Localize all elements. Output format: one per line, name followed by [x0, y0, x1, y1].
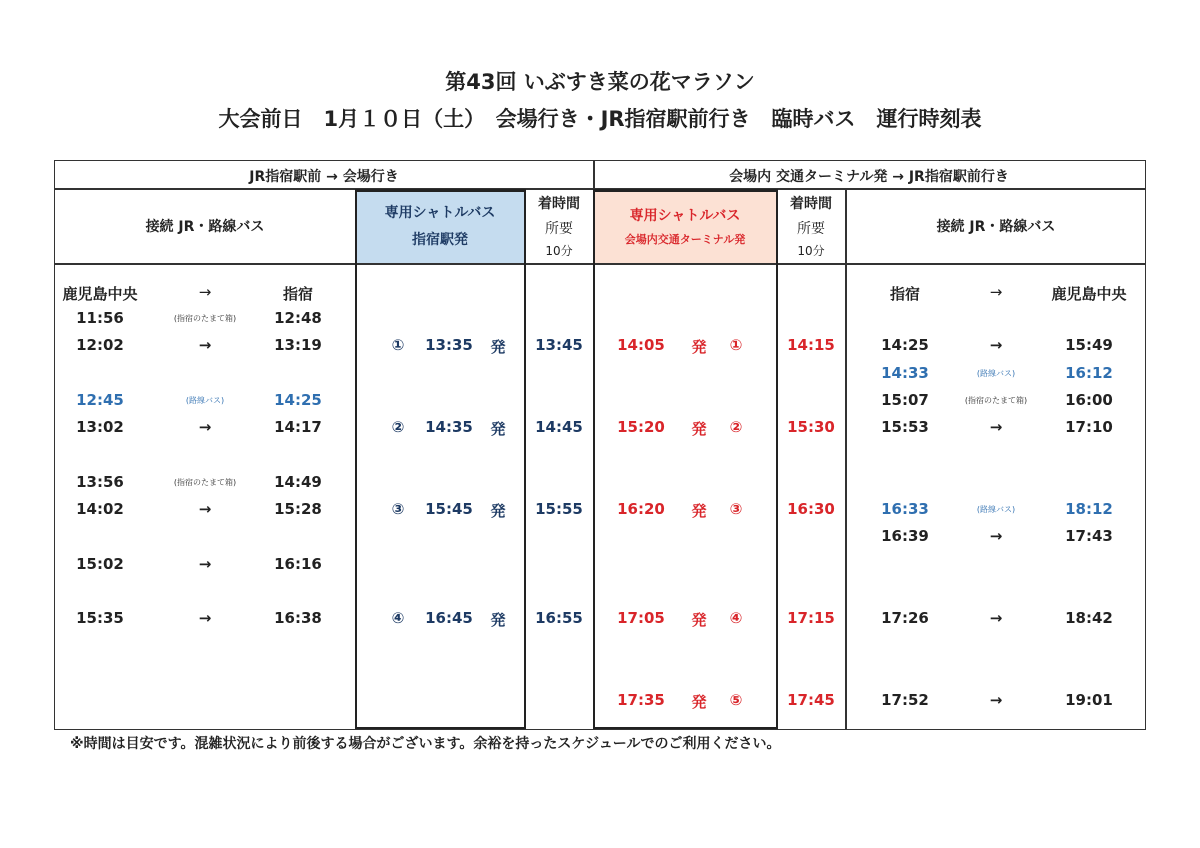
left-row-via: (路線バス) — [185, 395, 225, 405]
left-col-from-header: 鹿児島中央 — [62, 285, 138, 303]
shuttle-outbound-suffix: 発 — [490, 420, 506, 439]
shuttle-return-title: 専用シャトルバス — [629, 208, 741, 224]
footnote: ※時間は目安です。混雑状況により前後する場合がございます。余裕を持ったスケジュールでのご利用ください。 — [70, 736, 781, 752]
shuttle-return-arrival: 14:15 — [787, 336, 835, 355]
left-row-to: 12:48 — [274, 309, 322, 327]
shuttle-return-column — [593, 189, 778, 729]
right-col-from-header: 指宿 — [889, 285, 921, 303]
shuttle-outbound-arrival: 13:45 — [535, 336, 583, 355]
right-row-from: 15:53 — [881, 418, 929, 437]
left-row-from: 15:35 — [76, 609, 124, 628]
shuttle-return-time: 16:20 — [617, 500, 665, 519]
shuttle-return-number: ④ — [729, 609, 743, 628]
arrow-icon: → — [198, 554, 212, 573]
shuttle-return-suffix: 発 — [691, 502, 707, 521]
shuttle-return-arrival: 17:45 — [787, 691, 835, 710]
right-connect-header: 接続 JR・路線バス — [936, 219, 1056, 235]
right-row-to: 18:42 — [1065, 609, 1113, 628]
shuttle-return-time: 15:20 — [617, 418, 665, 437]
left-row-via: (指宿のたまて箱) — [173, 314, 237, 323]
left-col-to-header: 指宿 — [282, 285, 314, 303]
shuttle-outbound-title: 専用シャトルバス — [384, 205, 496, 221]
shuttle-return-time: 17:05 — [617, 609, 665, 628]
arrow-icon: → — [198, 418, 212, 437]
shuttle-outbound-number: ④ — [391, 609, 405, 628]
shuttle-return-arrival: 17:15 — [787, 609, 835, 628]
arrow-icon: → — [989, 418, 1003, 437]
left-row-to: 14:49 — [274, 472, 322, 491]
arrow-icon: → — [198, 336, 212, 355]
right-row-to: 16:12 — [1065, 363, 1113, 382]
shuttle-return-number: ⑤ — [729, 691, 743, 710]
left-row-from: 13:02 — [76, 418, 124, 437]
arrow-icon: → — [989, 609, 1003, 628]
right-row-to: 18:12 — [1065, 500, 1113, 519]
left-row-via: (指宿のたまて箱) — [173, 477, 237, 487]
arrival-outbound-label: 着時間 — [538, 196, 580, 212]
shuttle-return-subtitle: 会場内交通ターミナル発 — [624, 233, 746, 246]
left-row-from: 13:56 — [76, 472, 124, 491]
right-row-to: 16:00 — [1065, 390, 1113, 409]
shuttle-outbound-suffix: 発 — [490, 502, 506, 521]
left-row-from: 11:56 — [76, 309, 124, 327]
left-connect-header: 接続 JR・路線バス — [145, 219, 265, 235]
left-section-title: JR指宿駅前 → 会場行き — [249, 169, 399, 185]
right-row-from: 17:52 — [881, 691, 929, 710]
left-row-from: 15:02 — [76, 554, 124, 573]
shuttle-return-suffix: 発 — [691, 338, 707, 357]
arrow-icon: → — [198, 500, 212, 519]
left-row-to: 16:38 — [274, 609, 322, 628]
right-row-from: 16:39 — [881, 527, 929, 546]
right-row-via: (路線バス) — [976, 505, 1016, 515]
left-col-arrow-header: → — [198, 283, 212, 301]
shuttle-return-arrival: 16:30 — [787, 500, 835, 519]
arrival-outbound-duration-label: 所要 — [545, 221, 573, 237]
left-row-from: 12:02 — [76, 336, 124, 355]
right-row-via: (路線バス) — [976, 368, 1016, 378]
left-row-from: 14:02 — [76, 500, 124, 519]
right-row-from: 16:33 — [881, 500, 929, 519]
shuttle-outbound-time: 15:45 — [425, 500, 473, 519]
right-col-arrow-header: → — [989, 283, 1003, 301]
arrow-icon: → — [989, 691, 1003, 710]
shuttle-return-number: ① — [729, 336, 743, 355]
arrival-outbound-duration: 10分 — [545, 244, 573, 258]
right-row-to: 19:01 — [1065, 691, 1113, 710]
shuttle-outbound-arrival: 16:55 — [535, 609, 583, 628]
shuttle-outbound-time: 16:45 — [425, 609, 473, 628]
right-row-from: 17:26 — [881, 609, 929, 628]
shuttle-return-time: 14:05 — [617, 336, 665, 355]
shuttle-return-suffix: 発 — [691, 611, 707, 630]
right-row-to: 15:49 — [1065, 336, 1113, 355]
shuttle-outbound-subtitle: 指宿駅発 — [412, 232, 468, 248]
right-section-title: 会場内 交通ターミナル発 → JR指宿駅前行き — [729, 169, 1009, 185]
title-line-2: 大会前日 1月１０日（土） 会場行き・JR指宿駅前行き 臨時バス 運行時刻表 — [218, 107, 982, 131]
shuttle-return-suffix: 発 — [691, 420, 707, 439]
shuttle-outbound-arrival: 14:45 — [535, 418, 583, 437]
timetable — [54, 160, 1146, 730]
arrow-icon: → — [989, 527, 1003, 546]
right-row-to: 17:10 — [1065, 418, 1113, 437]
left-row-to: 14:17 — [274, 418, 322, 437]
shuttle-outbound-time: 14:35 — [425, 418, 473, 437]
left-row-from: 12:45 — [76, 390, 124, 409]
right-row-from: 15:07 — [881, 390, 929, 409]
left-row-to: 15:28 — [274, 500, 322, 519]
left-row-to: 13:19 — [274, 336, 322, 355]
shuttle-return-number: ③ — [729, 500, 743, 519]
right-col-to-header: 鹿児島中央 — [1051, 285, 1127, 303]
arrow-icon: → — [989, 336, 1003, 355]
shuttle-outbound-arrival: 15:55 — [535, 500, 583, 519]
shuttle-return-arrival: 15:30 — [787, 418, 835, 437]
shuttle-return-time: 17:35 — [617, 691, 665, 710]
title-line-1: 第43回 いぶすき菜の花マラソン — [445, 70, 755, 94]
right-row-to: 17:43 — [1065, 527, 1113, 546]
arrival-return-duration: 10分 — [797, 244, 825, 258]
shuttle-outbound-number: ③ — [391, 500, 405, 519]
arrow-icon: → — [198, 609, 212, 628]
shuttle-return-suffix: 発 — [691, 693, 707, 712]
shuttle-outbound-number: ① — [391, 336, 405, 355]
shuttle-return-number: ② — [729, 418, 743, 437]
shuttle-outbound-number: ② — [391, 418, 405, 437]
left-row-to: 16:16 — [274, 554, 322, 573]
right-row-from: 14:25 — [881, 336, 929, 355]
right-row-from: 14:33 — [881, 363, 929, 382]
shuttle-outbound-time: 13:35 — [425, 336, 473, 355]
shuttle-outbound-column — [355, 189, 526, 729]
arrival-return-duration-label: 所要 — [797, 221, 825, 237]
right-row-via: (指宿のたまて箱) — [964, 395, 1028, 405]
left-row-to: 14:25 — [274, 390, 322, 409]
shuttle-outbound-suffix: 発 — [490, 611, 506, 630]
shuttle-outbound-suffix: 発 — [490, 338, 506, 357]
arrival-return-label: 着時間 — [790, 196, 832, 212]
